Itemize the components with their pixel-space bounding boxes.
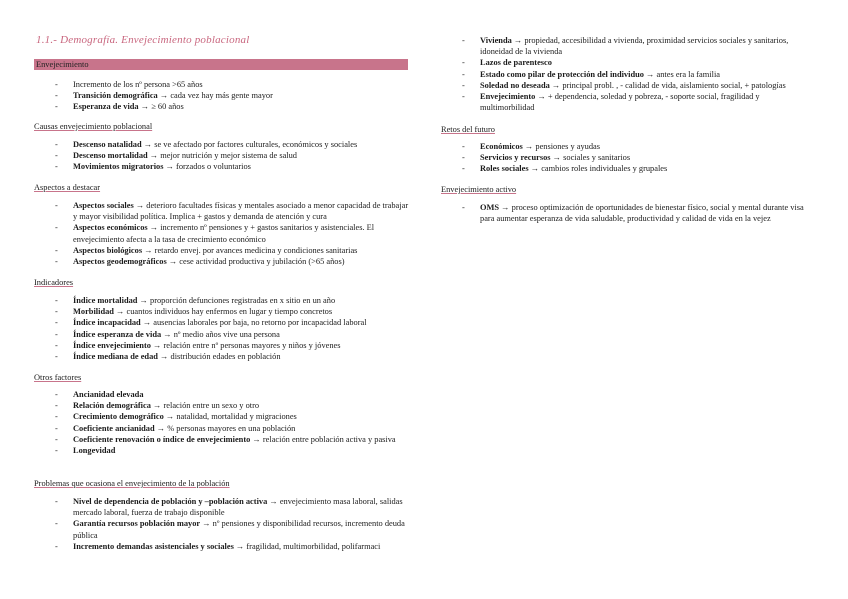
list-item — [34, 200, 409, 222]
section-heading-aspectos: Aspectos a destacar — [34, 183, 101, 192]
section-heading-indicadores: Indicadores — [34, 278, 74, 287]
list-causas — [34, 139, 409, 173]
item-description: → relación entre un sexo y otro — [150, 401, 260, 411]
item-term: Descenso mortalidad — [73, 151, 148, 161]
list-item — [34, 317, 409, 328]
item-term: Roles sociales — [480, 164, 529, 174]
list-activo — [441, 202, 813, 224]
item-description: → distribución edades en población — [157, 352, 281, 362]
list-continuacion — [441, 35, 813, 113]
item-term: Morbilidad — [73, 307, 114, 317]
page-title: 1.1.- Demografía. Envejecimiento poblacional — [36, 34, 250, 46]
item-description: → forzados o voluntarios — [163, 162, 251, 172]
list-item — [34, 101, 409, 112]
list-item — [34, 161, 409, 172]
item-description: → ≥ 60 años — [138, 102, 184, 112]
item-description: → principal probl. , - calidad de vida, aislamiento social, + patologías — [549, 80, 786, 90]
item-description: → % personas mayores en una población — [154, 423, 296, 433]
list-item — [34, 295, 409, 306]
list-item — [34, 351, 409, 362]
item-description: → cambios roles individuales y grupales — [528, 164, 668, 174]
section-heading-problemas: Problemas que ocasiona el envejecimiento de la población — [34, 479, 230, 488]
section-heading-retos: Retos del futuro — [441, 125, 495, 134]
item-term: Aspectos biológicos — [73, 245, 143, 255]
item-description: → relación entre población activa y pasiva — [250, 434, 396, 444]
item-term: Movimientos migratorios — [73, 162, 164, 172]
item-description: → ausencias laborales por baja, no retorno por incapacidad laboral — [140, 318, 367, 328]
item-description: → cuantos individuos hay enfermos en lugar y tiempo concretos — [113, 307, 333, 317]
list-item — [34, 445, 409, 456]
list-item — [441, 57, 813, 68]
list-retos — [441, 141, 813, 175]
item-term: Nivel de dependencia de población y –población activa — [73, 497, 268, 506]
item-description: → incremento nº pensiones y + gastos sanitarios y asistenciales. El envejecimiento afecta a la tasa de crecimiento económico — [73, 223, 375, 244]
item-term: Crecimiento demográfico — [73, 412, 164, 422]
item-description: → cada vez hay más gente mayor — [157, 91, 273, 101]
item-term: Lazos de parentesco — [480, 58, 552, 68]
item-term: Garantía recursos población mayor — [73, 519, 201, 529]
item-term: Envejecimiento — [480, 92, 536, 102]
list-item — [441, 91, 813, 113]
item-description: → deterioro facultades físicas y mentales asociado a menor capacidad de trabajar y mayor visibilidad política. Implica + gastos y demanda de atención y cura — [73, 201, 409, 222]
list-item — [441, 163, 813, 174]
item-term: Estado como pilar de protección del individuo — [480, 69, 644, 79]
item-term: Índice mortalidad — [73, 296, 138, 305]
section-heading-envejecimiento: Envejecimiento — [34, 59, 408, 70]
list-item — [441, 69, 813, 80]
item-description: → envejecimiento masa laboral, salidas mercado laboral, fuerza de trabajo disponible — [73, 497, 403, 518]
item-term: Vivienda — [480, 36, 512, 45]
list-item — [441, 152, 813, 163]
item-term: Aspectos económicos — [73, 223, 148, 233]
item-description: → sociales y sanitarios — [550, 153, 631, 163]
item-description: → propiedad, accesibilidad a vivienda, proximidad servicios sociales y sanitarios, idoneidad de la vivienda — [480, 36, 789, 57]
list-indicadores — [34, 295, 409, 362]
list-item — [34, 222, 409, 244]
item-term: Aspectos sociales — [73, 201, 134, 210]
list-item — [34, 306, 409, 317]
list-envejecimiento — [34, 79, 409, 113]
item-description: → antes era la familia — [643, 69, 720, 79]
item-description: → natalidad, mortalidad y migraciones — [163, 412, 297, 422]
item-description: Incremento de los nº persona >65 años — [73, 80, 203, 89]
item-term: Incremento demandas asistenciales y sociales — [73, 541, 234, 551]
item-description: → mejor nutrición y mejor sistema de salud — [147, 151, 297, 161]
item-description: → relación entre nº personas mayores y niños y jóvenes — [150, 340, 341, 350]
list-item — [34, 139, 409, 150]
section-heading-activo: Envejecimiento activo — [441, 185, 517, 194]
item-term: Coeficiente renovación o índice de envejecimiento — [73, 434, 251, 444]
list-item — [34, 389, 409, 400]
list-item — [34, 400, 409, 411]
item-description: → proporción defunciones registradas en x sitio en un año — [137, 296, 336, 305]
list-item — [34, 340, 409, 351]
list-item — [34, 434, 409, 445]
list-aspectos — [34, 200, 409, 267]
item-term: Aspectos geodemográficos — [73, 257, 167, 267]
item-term: Soledad no deseada — [480, 80, 550, 90]
item-term: Económicos — [480, 142, 523, 151]
list-item — [34, 79, 409, 90]
list-item — [34, 411, 409, 422]
section-heading-causas: Causas envejecimiento poblacional — [34, 122, 153, 131]
item-term: Descenso natalidad — [73, 140, 142, 149]
list-item — [34, 256, 409, 267]
item-description: → pensiones y ayudas — [522, 142, 601, 151]
item-description: → nº medio años vive una persona — [161, 329, 280, 339]
section-heading-otros: Otros factores — [34, 373, 82, 382]
item-description: → nº pensiones y disponibilidad recursos, incremento deuda pública — [73, 519, 405, 540]
item-term: Índice esperanza de vida — [73, 329, 162, 339]
item-term: Esperanza de vida — [73, 102, 139, 112]
list-item — [441, 141, 813, 152]
list-item — [441, 202, 813, 224]
list-otros — [34, 389, 409, 456]
item-description: → proceso optimización de oportunidades de bienestar físico, social y mental durante visa para aumentar esperanza de vida saludable, productividad y calidad de vida en la vejez — [480, 203, 804, 224]
item-description: → cese actividad productiva y jubilación (>65 años) — [166, 257, 345, 267]
list-item — [441, 35, 813, 57]
list-problemas — [34, 496, 409, 552]
list-item — [34, 518, 409, 540]
item-term: Ancianidad elevada — [73, 390, 144, 399]
item-term: OMS — [480, 203, 500, 212]
item-description: → retardo envej. por avances medicina y condiciones sanitarias — [142, 245, 358, 255]
item-description: → se ve afectado por factores culturales, económicos y sociales — [141, 140, 358, 149]
list-item — [441, 80, 813, 91]
item-description: → fragilidad, multimorbilidad, polifarmaci — [233, 541, 381, 551]
list-item — [34, 423, 409, 434]
list-item — [34, 90, 409, 101]
list-item — [34, 329, 409, 340]
item-term: Relación demográfica — [73, 401, 151, 411]
item-term: Transición demográfica — [73, 91, 158, 101]
item-description: → + dependencia, soledad y pobreza, - soporte social, fragilidad y multimorbilidad — [480, 92, 760, 113]
item-term: Coeficiente ancianidad — [73, 423, 155, 433]
list-item — [34, 541, 409, 552]
item-term: Longevidad — [73, 446, 116, 456]
item-term: Índice incapacidad — [73, 318, 141, 328]
item-term: Índice envejecimiento — [73, 340, 151, 350]
list-item — [34, 150, 409, 161]
list-item — [34, 496, 409, 518]
item-term: Índice mediana de edad — [73, 352, 158, 362]
item-term: Servicios y recursos — [480, 153, 551, 163]
list-item — [34, 245, 409, 256]
